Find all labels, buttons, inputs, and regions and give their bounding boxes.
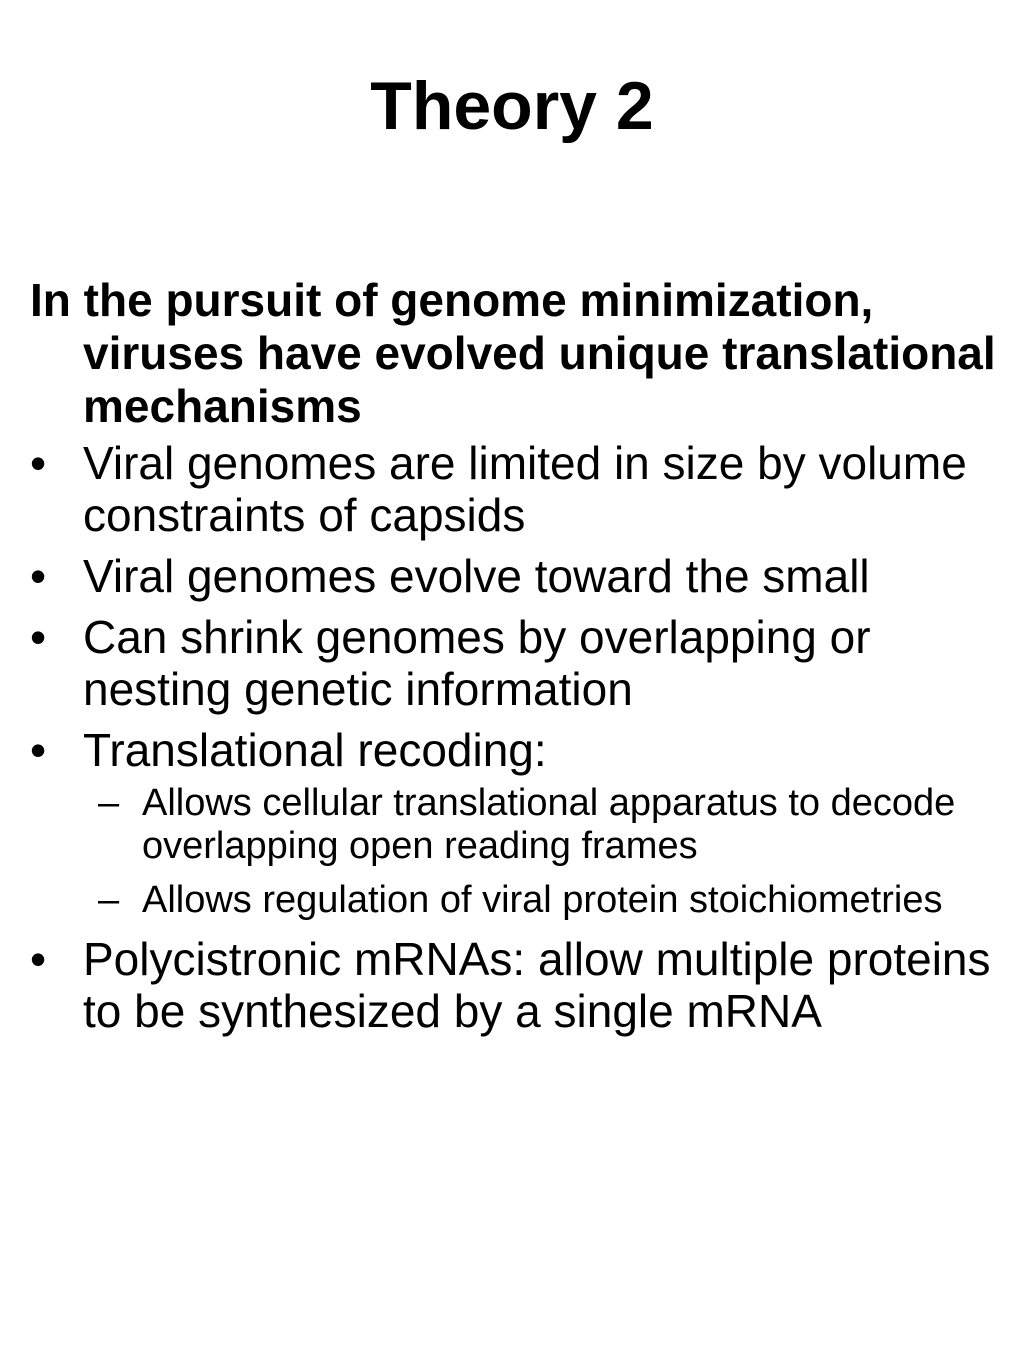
sub-bullet-item <box>83 782 1020 868</box>
bullet-glyph: • <box>30 724 47 776</box>
bullet-glyph: • <box>30 611 47 663</box>
bullet-text: Viral genomes evolve toward the small <box>83 550 870 602</box>
sub-bullet-list <box>83 782 1020 922</box>
slide-title: Theory 2 <box>370 68 654 144</box>
bullet-list <box>30 437 1020 1037</box>
bullet-item <box>30 437 1020 541</box>
bullet-glyph: • <box>30 437 47 489</box>
sub-bullet-text: Allows regulation of viral protein stoichiometries <box>142 879 943 921</box>
bullet-item <box>30 611 1020 715</box>
bullet-glyph: • <box>30 550 47 602</box>
bullet-item <box>30 933 1020 1037</box>
bullet-item <box>30 550 1020 602</box>
sub-bullet-item <box>83 879 1020 922</box>
bullet-text: Translational recoding: <box>83 724 547 776</box>
dash-glyph: – <box>98 782 120 824</box>
bullet-item <box>30 724 1020 922</box>
bullet-glyph: • <box>30 933 47 985</box>
bullet-text: Polycistronic mRNAs: allow multiple proteins to be synthesized by a single mRNA <box>83 933 991 1037</box>
lead-statement: In the pursuit of genome minimization, viruses have evolved unique translational mechanisms <box>30 274 996 432</box>
dash-glyph: – <box>98 879 120 921</box>
bullet-text: Can shrink genomes by overlapping or nesting genetic information <box>83 611 871 715</box>
bullet-text: Viral genomes are limited in size by volume constraints of capsids <box>83 437 967 541</box>
slide-body <box>30 274 1020 1046</box>
sub-bullet-text: Allows cellular translational apparatus to decode overlapping open reading frames <box>142 782 956 867</box>
